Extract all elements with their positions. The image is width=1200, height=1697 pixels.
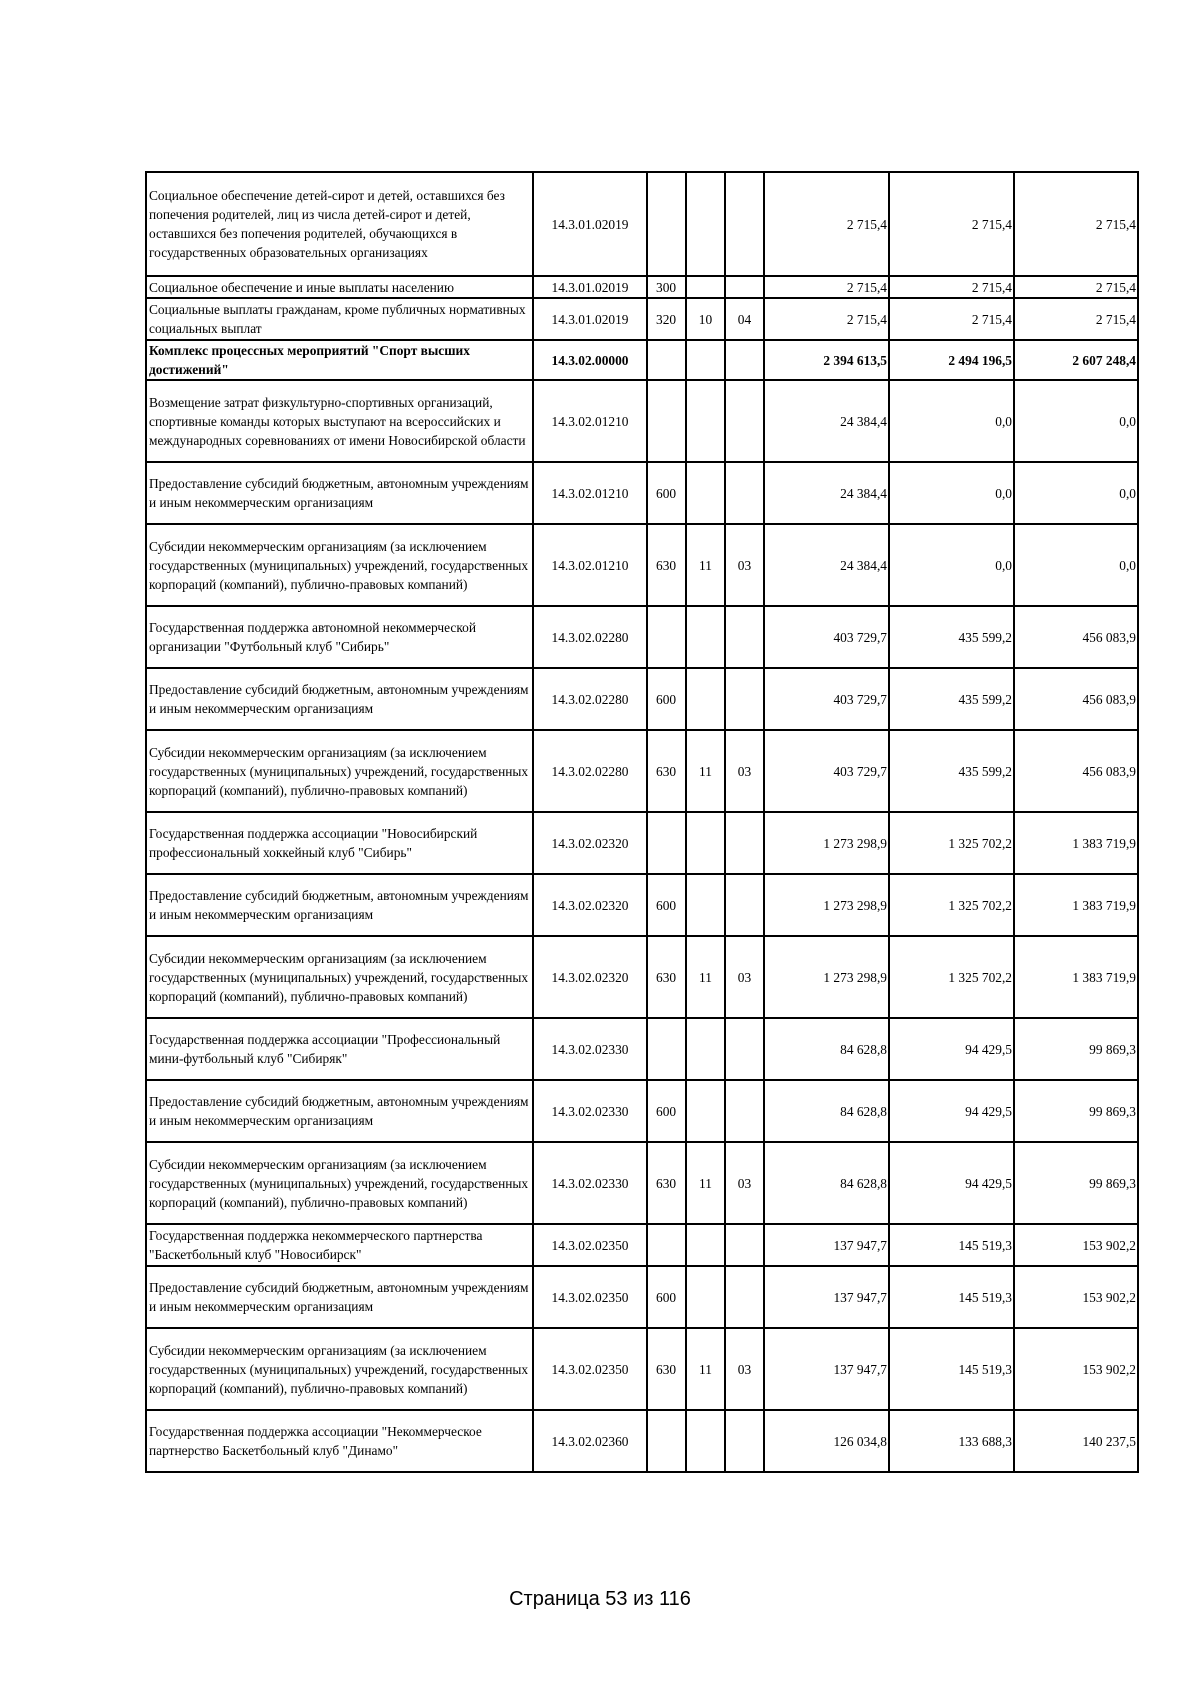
table-row	[146, 298, 1138, 340]
row-rz-cell	[686, 1224, 725, 1266]
row-year2-amount: 145 519,3	[889, 1224, 1014, 1266]
row-name-cell: Социальное обеспечение детей-сирот и детей, оставшихся без попечения родителей, лиц из числа детей-сирот и детей, оставшихся без попечения родителей, обучающихся в государственных образовательных организациях	[146, 172, 533, 276]
row-pr-cell	[725, 1080, 764, 1142]
row-pr-cell	[725, 380, 764, 462]
row-name-cell: Субсидии некоммерческим организациям (за исключением государственных (муниципальных) учреждений, государственных корпораций (компаний), публично-правовых компаний)	[146, 936, 533, 1018]
row-year2-amount: 435 599,2	[889, 606, 1014, 668]
row-year1-amount: 403 729,7	[764, 730, 889, 812]
row-code-cell: 14.3.02.02360	[533, 1410, 647, 1472]
table-row	[146, 1018, 1138, 1080]
row-rz-cell: 11	[686, 1142, 725, 1224]
row-year1-amount: 1 273 298,9	[764, 812, 889, 874]
row-rz-cell	[686, 668, 725, 730]
row-year3-amount: 153 902,2	[1014, 1328, 1138, 1410]
row-year1-amount: 84 628,8	[764, 1080, 889, 1142]
row-vr-cell	[647, 380, 686, 462]
row-year3-amount: 99 869,3	[1014, 1018, 1138, 1080]
row-vr-cell: 600	[647, 668, 686, 730]
row-code-cell: 14.3.02.02320	[533, 936, 647, 1018]
row-year2-amount: 2 715,4	[889, 172, 1014, 276]
row-year3-amount: 456 083,9	[1014, 730, 1138, 812]
row-name-cell: Предоставление субсидий бюджетным, автономным учреждениям и иным некоммерческим организациям	[146, 1266, 533, 1328]
row-name-cell: Субсидии некоммерческим организациям (за исключением государственных (муниципальных) учреждений, государственных корпораций (компаний), публично-правовых компаний)	[146, 1142, 533, 1224]
row-year3-amount: 99 869,3	[1014, 1080, 1138, 1142]
row-year2-amount: 145 519,3	[889, 1328, 1014, 1410]
row-name-cell: Государственная поддержка ассоциации "Новосибирский профессиональный хоккейный клуб "Сибирь"	[146, 812, 533, 874]
row-vr-cell	[647, 1224, 686, 1266]
row-code-cell: 14.3.02.01210	[533, 462, 647, 524]
row-rz-cell	[686, 1080, 725, 1142]
row-code-cell: 14.3.01.02019	[533, 298, 647, 340]
row-code-cell: 14.3.02.02320	[533, 874, 647, 936]
row-vr-cell	[647, 1018, 686, 1080]
table-row	[146, 1328, 1138, 1410]
row-vr-cell: 600	[647, 874, 686, 936]
row-rz-cell: 11	[686, 730, 725, 812]
row-year1-amount: 2 715,4	[764, 298, 889, 340]
row-code-cell: 14.3.02.02280	[533, 668, 647, 730]
table-row	[146, 380, 1138, 462]
row-name-cell: Государственная поддержка ассоциации "Профессиональный мини-футбольный клуб "Сибиряк"	[146, 1018, 533, 1080]
row-code-cell: 14.3.02.02330	[533, 1018, 647, 1080]
row-name-cell: Предоставление субсидий бюджетным, автономным учреждениям и иным некоммерческим организациям	[146, 462, 533, 524]
budget-table	[145, 171, 1139, 1473]
row-year2-amount: 133 688,3	[889, 1410, 1014, 1472]
row-year3-amount: 99 869,3	[1014, 1142, 1138, 1224]
row-year3-amount: 2 715,4	[1014, 298, 1138, 340]
table-row	[146, 276, 1138, 298]
row-year3-amount: 0,0	[1014, 462, 1138, 524]
row-pr-cell	[725, 812, 764, 874]
table-row	[146, 524, 1138, 606]
row-year3-amount: 456 083,9	[1014, 668, 1138, 730]
row-rz-cell	[686, 172, 725, 276]
row-rz-cell	[686, 1410, 725, 1472]
row-rz-cell	[686, 812, 725, 874]
row-vr-cell	[647, 1410, 686, 1472]
row-pr-cell	[725, 172, 764, 276]
row-code-cell: 14.3.02.02350	[533, 1328, 647, 1410]
row-year3-amount: 153 902,2	[1014, 1266, 1138, 1328]
row-name-cell: Субсидии некоммерческим организациям (за исключением государственных (муниципальных) учреждений, государственных корпораций (компаний), публично-правовых компаний)	[146, 524, 533, 606]
row-pr-cell	[725, 1224, 764, 1266]
row-year1-amount: 24 384,4	[764, 462, 889, 524]
row-vr-cell: 300	[647, 276, 686, 298]
row-code-cell: 14.3.02.00000	[533, 340, 647, 380]
row-rz-cell: 11	[686, 936, 725, 1018]
row-rz-cell	[686, 276, 725, 298]
row-year2-amount: 2 715,4	[889, 276, 1014, 298]
row-rz-cell	[686, 380, 725, 462]
row-name-cell: Государственная поддержка некоммерческого партнерства "Баскетбольный клуб "Новосибирск"	[146, 1224, 533, 1266]
row-rz-cell	[686, 606, 725, 668]
row-vr-cell: 600	[647, 462, 686, 524]
row-year1-amount: 137 947,7	[764, 1224, 889, 1266]
row-code-cell: 14.3.02.02330	[533, 1142, 647, 1224]
table-row	[146, 1224, 1138, 1266]
row-name-cell: Комплекс процессных мероприятий "Спорт высших достижений"	[146, 340, 533, 380]
row-code-cell: 14.3.02.01210	[533, 524, 647, 606]
row-year1-amount: 24 384,4	[764, 380, 889, 462]
row-rz-cell: 10	[686, 298, 725, 340]
row-pr-cell	[725, 874, 764, 936]
row-rz-cell	[686, 1018, 725, 1080]
row-name-cell: Государственная поддержка автономной некоммерческой организации "Футбольный клуб "Сибирь"	[146, 606, 533, 668]
row-year3-amount: 153 902,2	[1014, 1224, 1138, 1266]
row-vr-cell	[647, 340, 686, 380]
row-name-cell: Предоставление субсидий бюджетным, автономным учреждениям и иным некоммерческим организациям	[146, 1080, 533, 1142]
row-year3-amount: 456 083,9	[1014, 606, 1138, 668]
row-code-cell: 14.3.02.02330	[533, 1080, 647, 1142]
row-vr-cell	[647, 172, 686, 276]
row-year2-amount: 1 325 702,2	[889, 812, 1014, 874]
table-row	[146, 1266, 1138, 1328]
row-year2-amount: 435 599,2	[889, 730, 1014, 812]
row-rz-cell	[686, 1266, 725, 1328]
table-row	[146, 340, 1138, 380]
row-vr-cell: 600	[647, 1080, 686, 1142]
row-year2-amount: 1 325 702,2	[889, 874, 1014, 936]
row-vr-cell: 630	[647, 524, 686, 606]
row-pr-cell: 03	[725, 936, 764, 1018]
row-rz-cell: 11	[686, 524, 725, 606]
row-vr-cell	[647, 812, 686, 874]
row-name-cell: Социальные выплаты гражданам, кроме публичных нормативных социальных выплат	[146, 298, 533, 340]
row-pr-cell	[725, 340, 764, 380]
row-pr-cell: 04	[725, 298, 764, 340]
row-vr-cell: 630	[647, 936, 686, 1018]
row-name-cell: Возмещение затрат физкультурно-спортивных организаций, спортивные команды которых выступают на всероссийских и международных соревнованиях от имени Новосибирской области	[146, 380, 533, 462]
row-pr-cell	[725, 1410, 764, 1472]
row-rz-cell	[686, 462, 725, 524]
row-rz-cell	[686, 874, 725, 936]
row-pr-cell: 03	[725, 1142, 764, 1224]
table-row	[146, 172, 1138, 276]
row-year3-amount: 0,0	[1014, 380, 1138, 462]
row-vr-cell: 630	[647, 730, 686, 812]
row-year3-amount: 2 715,4	[1014, 276, 1138, 298]
row-year1-amount: 137 947,7	[764, 1328, 889, 1410]
page-number: Страница 53 из 116	[509, 1588, 691, 1610]
row-code-cell: 14.3.02.02350	[533, 1224, 647, 1266]
row-year3-amount: 1 383 719,9	[1014, 874, 1138, 936]
row-year1-amount: 24 384,4	[764, 524, 889, 606]
row-year1-amount: 1 273 298,9	[764, 874, 889, 936]
row-vr-cell: 630	[647, 1328, 686, 1410]
table-row	[146, 1080, 1138, 1142]
row-pr-cell	[725, 462, 764, 524]
row-vr-cell	[647, 606, 686, 668]
row-name-cell: Социальное обеспечение и иные выплаты населению	[146, 276, 533, 298]
row-year1-amount: 1 273 298,9	[764, 936, 889, 1018]
row-year3-amount: 2 715,4	[1014, 172, 1138, 276]
row-year2-amount: 94 429,5	[889, 1018, 1014, 1080]
budget-table-body	[146, 172, 1138, 1472]
row-code-cell: 14.3.02.02280	[533, 730, 647, 812]
row-code-cell: 14.3.02.02350	[533, 1266, 647, 1328]
row-code-cell: 14.3.01.02019	[533, 276, 647, 298]
row-year2-amount: 1 325 702,2	[889, 936, 1014, 1018]
row-pr-cell	[725, 276, 764, 298]
row-year2-amount: 94 429,5	[889, 1142, 1014, 1224]
row-pr-cell: 03	[725, 730, 764, 812]
row-year3-amount: 2 607 248,4	[1014, 340, 1138, 380]
row-pr-cell	[725, 1266, 764, 1328]
table-row	[146, 874, 1138, 936]
table-row	[146, 1410, 1138, 1472]
table-row	[146, 730, 1138, 812]
row-name-cell: Субсидии некоммерческим организациям (за исключением государственных (муниципальных) учреждений, государственных корпораций (компаний), публично-правовых компаний)	[146, 1328, 533, 1410]
row-pr-cell: 03	[725, 524, 764, 606]
table-row	[146, 936, 1138, 1018]
row-year2-amount: 435 599,2	[889, 668, 1014, 730]
row-year2-amount: 94 429,5	[889, 1080, 1014, 1142]
row-name-cell: Субсидии некоммерческим организациям (за исключением государственных (муниципальных) учреждений, государственных корпораций (компаний), публично-правовых компаний)	[146, 730, 533, 812]
row-vr-cell: 600	[647, 1266, 686, 1328]
row-year2-amount: 2 715,4	[889, 298, 1014, 340]
row-year2-amount: 2 494 196,5	[889, 340, 1014, 380]
row-year1-amount: 403 729,7	[764, 606, 889, 668]
table-row	[146, 668, 1138, 730]
row-year3-amount: 1 383 719,9	[1014, 812, 1138, 874]
row-pr-cell	[725, 1018, 764, 1080]
row-year1-amount: 2 715,4	[764, 172, 889, 276]
table-row	[146, 1142, 1138, 1224]
table-row	[146, 812, 1138, 874]
row-year3-amount: 140 237,5	[1014, 1410, 1138, 1472]
row-code-cell: 14.3.02.01210	[533, 380, 647, 462]
row-year2-amount: 0,0	[889, 462, 1014, 524]
row-year2-amount: 0,0	[889, 380, 1014, 462]
row-vr-cell: 630	[647, 1142, 686, 1224]
row-name-cell: Предоставление субсидий бюджетным, автономным учреждениям и иным некоммерческим организациям	[146, 874, 533, 936]
row-year3-amount: 0,0	[1014, 524, 1138, 606]
row-year1-amount: 2 394 613,5	[764, 340, 889, 380]
row-year3-amount: 1 383 719,9	[1014, 936, 1138, 1018]
row-code-cell: 14.3.02.02280	[533, 606, 647, 668]
table-row	[146, 462, 1138, 524]
row-rz-cell	[686, 340, 725, 380]
row-year1-amount: 84 628,8	[764, 1018, 889, 1080]
row-year1-amount: 137 947,7	[764, 1266, 889, 1328]
row-name-cell: Государственная поддержка ассоциации "Некоммерческое партнерство Баскетбольный клуб "Динамо"	[146, 1410, 533, 1472]
row-pr-cell: 03	[725, 1328, 764, 1410]
row-year1-amount: 84 628,8	[764, 1142, 889, 1224]
row-pr-cell	[725, 668, 764, 730]
row-pr-cell	[725, 606, 764, 668]
row-name-cell: Предоставление субсидий бюджетным, автономным учреждениям и иным некоммерческим организациям	[146, 668, 533, 730]
row-vr-cell: 320	[647, 298, 686, 340]
row-year2-amount: 0,0	[889, 524, 1014, 606]
row-code-cell: 14.3.02.02320	[533, 812, 647, 874]
row-code-cell: 14.3.01.02019	[533, 172, 647, 276]
table-row	[146, 606, 1138, 668]
row-year1-amount: 403 729,7	[764, 668, 889, 730]
row-year1-amount: 126 034,8	[764, 1410, 889, 1472]
row-year2-amount: 145 519,3	[889, 1266, 1014, 1328]
row-year1-amount: 2 715,4	[764, 276, 889, 298]
row-rz-cell: 11	[686, 1328, 725, 1410]
